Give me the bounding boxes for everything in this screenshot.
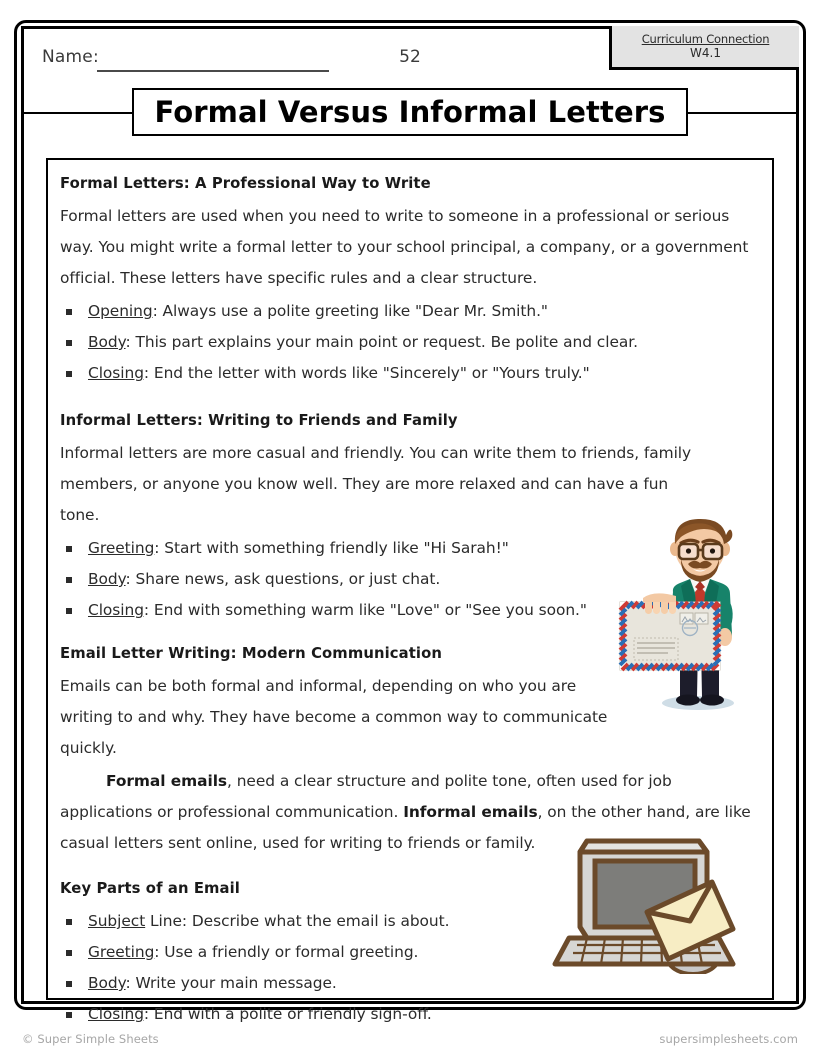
footer-website: supersimplesheets.com (659, 1032, 798, 1046)
bullet-text: : This part explains your main point or request. Be polite and clear. (125, 333, 638, 351)
list-item (60, 327, 758, 358)
list-item (60, 296, 758, 327)
section-spacer (60, 626, 758, 642)
bullet-term: Opening (88, 302, 153, 320)
bullet-text: : Start with something friendly like "Hi Sarah!" (154, 539, 509, 557)
bullet-text: : Always use a polite greeting like "Dear Mr. Smith." (152, 302, 548, 320)
bullet-text: Line: Describe what the email is about. (145, 912, 450, 930)
informal-letters-bullet-list (60, 533, 758, 626)
bullet-term: Subject (88, 912, 146, 930)
section-spacer (60, 861, 758, 877)
name-write-in-line[interactable] (97, 70, 329, 72)
list-item (60, 564, 758, 595)
key-parts-bullet-list (60, 906, 560, 1030)
section-email-letter-writing (60, 645, 758, 859)
bullet-term: Closing (88, 601, 144, 619)
bullet-term: Closing (88, 364, 144, 382)
email-writing-heading: Email Letter Writing: Modern Communication (60, 645, 442, 662)
footer-copyright: © Super Simple Sheets (22, 1032, 159, 1046)
informal-letters-paragraph: Informal letters are more casual and friendly. You can write them to friends, family members, or anyone you know well. They are more relaxed and can have a fun tone. (60, 444, 692, 524)
page-number: 52 (399, 47, 421, 67)
bullet-term: Greeting (88, 943, 155, 961)
formal-letters-paragraph: Formal letters are used when you need to write to someone in a professional or serious way. You might write a formal letter to your school principal, a company, or a government official. These letters have specific rules and a clear structure. (60, 207, 749, 287)
bullet-text: : End with something warm like "Love" or "See you soon." (143, 601, 587, 619)
informal-emails-bold: Informal emails (403, 803, 538, 821)
name-label: Name: (42, 47, 99, 67)
bullet-term: Body (88, 570, 126, 588)
informal-letters-heading: Informal Letters: Writing to Friends and Family (60, 412, 458, 429)
bullet-term: Body (88, 974, 126, 992)
bullet-text: : End with a polite or friendly sign-off. (143, 1005, 432, 1023)
curriculum-connection-title: Curriculum Connection (641, 31, 770, 46)
section-spacer (60, 389, 758, 409)
list-item (60, 999, 560, 1030)
section-key-parts-of-email (60, 880, 758, 1030)
list-item (60, 906, 560, 937)
page-title: Formal Versus Informal Letters (154, 95, 666, 129)
section-formal-letters (60, 175, 758, 389)
list-item (60, 533, 758, 564)
bullet-text: : Write your main message. (125, 974, 337, 992)
list-item (60, 595, 758, 626)
bullet-text: : End the letter with words like "Sincerely" or "Yours truly." (143, 364, 590, 382)
bullet-term: Greeting (88, 539, 155, 557)
list-item (60, 968, 560, 999)
email-writing-paragraph-1: Emails can be both formal and informal, depending on who you are writing to and why. They have become a common way to communicate quickly. (60, 677, 608, 757)
bullet-text: : Use a friendly or formal greeting. (154, 943, 419, 961)
formal-letters-bullet-list (60, 296, 758, 389)
worksheet-content-box (46, 158, 774, 1023)
formal-emails-bold: Formal emails (106, 772, 228, 790)
list-item (60, 358, 758, 389)
worksheet-title-box (132, 88, 688, 136)
curriculum-connection-code: W4.1 (690, 46, 721, 61)
list-item (60, 937, 560, 968)
key-parts-heading: Key Parts of an Email (60, 880, 240, 897)
email-writing-text-2: , on the other hand, are like casual letters sent online, used for writing to friends or family. (60, 803, 751, 852)
bullet-term: Closing (88, 1005, 144, 1023)
section-informal-letters (60, 412, 758, 626)
formal-letters-heading: Formal Letters: A Professional Way to Write (60, 175, 431, 192)
email-writing-text-1: , need a clear structure and polite tone, often used for job applications or professional communication. (60, 772, 672, 821)
bullet-text: : Share news, ask questions, or just chat. (125, 570, 441, 588)
email-writing-paragraph-2 (60, 766, 758, 859)
bullet-term: Body (88, 333, 126, 351)
page-footer (0, 1032, 820, 1046)
curriculum-connection-badge (609, 26, 799, 70)
